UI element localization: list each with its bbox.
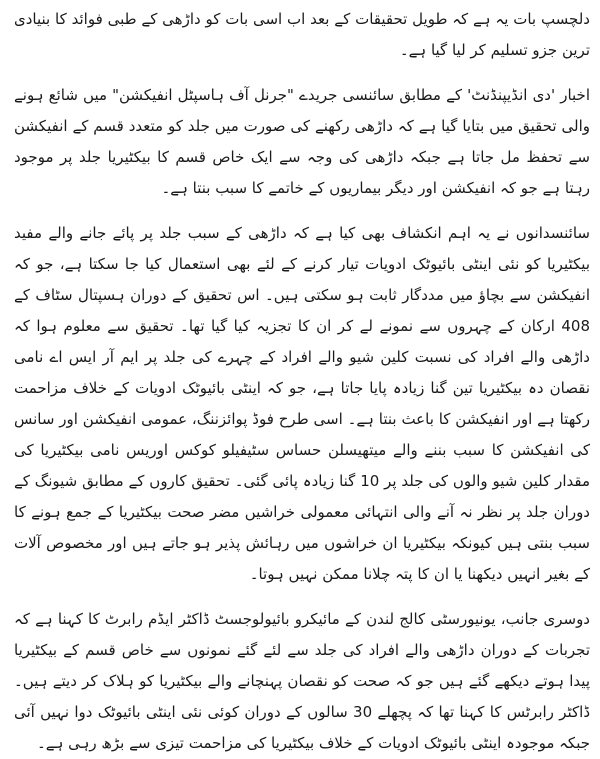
paragraph-journal-report: اخبار 'دی انڈیپنڈنٹ' کے مطابق سائنسی جریدے "جرنل آف ہاسپٹل انفیکشن" میں شائع ہونے والی تحقیق میں بتایا گیا ہے کہ داڑھی رکھنے کی صورت میں جلد کو متعدد قسم کے انفیکشن سے تحفظ مل جاتا ہے جبکہ داڑھی کی وجہ سے ایک خاص قسم کا بیکٹیریا جلد پر موجود رہتا ہے جو کہ انفیکشن اور دیگر بیماریوں کے خاتمے کا سبب بنتا ہے۔ — [14, 86, 590, 197]
paragraph-intro: دلچسپ بات یہ ہے کہ طویل تحقیقات کے بعد اب اسی بات کو داڑھی کے طبی فوائد کا بنیادی ترین جزو تسلیم کر لیا گیا ہے۔ — [14, 10, 590, 59]
paragraph-expert-opinion: دوسری جانب، یونیورسٹی کالج لندن کے مائیکرو بائیولوجسٹ ڈاکٹر ایڈم رابرٹ کا کہنا ہے کہ تجربات کے دوران داڑھی والے افراد کی جلد سے لئے گئے نمونوں سے خاص قسم کے بیکٹیریا پیدا ہوتے دیکھے گئے ہیں جو کہ صحت کو نقصان پہنچانے والے بیکٹیریا کو ہلاک کر دیتے ہیں۔ ڈاکٹر رابرٹس کا کہنا تھا کہ پچھلے 30 سالوں کے دوران کوئی نئی اینٹی بائیوٹک دوا نہیں آئی جبکہ موجودہ اینٹی بائیوٹک ادویات کے خلاف بیکٹیریا کی مزاحمت تیزی سے بڑھ رہی ہے۔ — [14, 610, 591, 752]
paragraph-research-findings: سائنسدانوں نے یہ اہم انکشاف بھی کیا ہے کہ داڑھی کے سبب جلد پر پائے جانے والے مفید بیکٹیریا کو نئی اینٹی بائیوٹک ادویات تیار کرنے کے لئے بھی استعمال کیا جا سکتا ہے، جو کہ انفیکشن سے بچاؤ میں مددگار ثابت ہو سکتی ہیں۔ اس تحقیق کے دوران ہسپتال سٹاف کے 408 ارکان کے چہروں سے نمونے لے کر ان کا تجزیہ کیا گیا تھا۔ تحقیق سے معلوم ہوا کہ داڑھی والے افراد کی نسبت کلین شیو والے افراد کے چہرے کی جلد پر ایم آر ایس اے نامی نقصان دہ بیکٹیریا تین گنا زیادہ پایا جاتا ہے، جو کہ اینٹی بائیوٹک ادویات کے خلاف مزاحمت رکھتا ہے اور انفیکشن کا باعث بنتا ہے۔ اسی طرح فوڈ پوائزننگ، عمومی انفیکشن اور سانس کی انفیکشن کا سبب بننے والے میتھیسلن حساس سٹیفیلو کوکس اوریس نامی بیکٹیریا کی مقدار کلین شیو والوں کی جلد پر 10 گنا زیادہ پائی گئی۔ تحقیق کاروں کے مطابق شیونگ کے دوران جلد پر نظر نہ آنے والی انتہائی معمولی خراشیں مضر صحت بیکٹیریا کے جمع ہونے کا سبب بنتی ہیں کیونکہ بیکٹیریا ان خراشوں میں رہائش پذیر ہو جاتے ہیں اور مخصوص آلات کے بغیر انہیں دیکھنا یا ان کا پتہ چلانا ممکن نہیں ہوتا۔ — [14, 224, 590, 583]
